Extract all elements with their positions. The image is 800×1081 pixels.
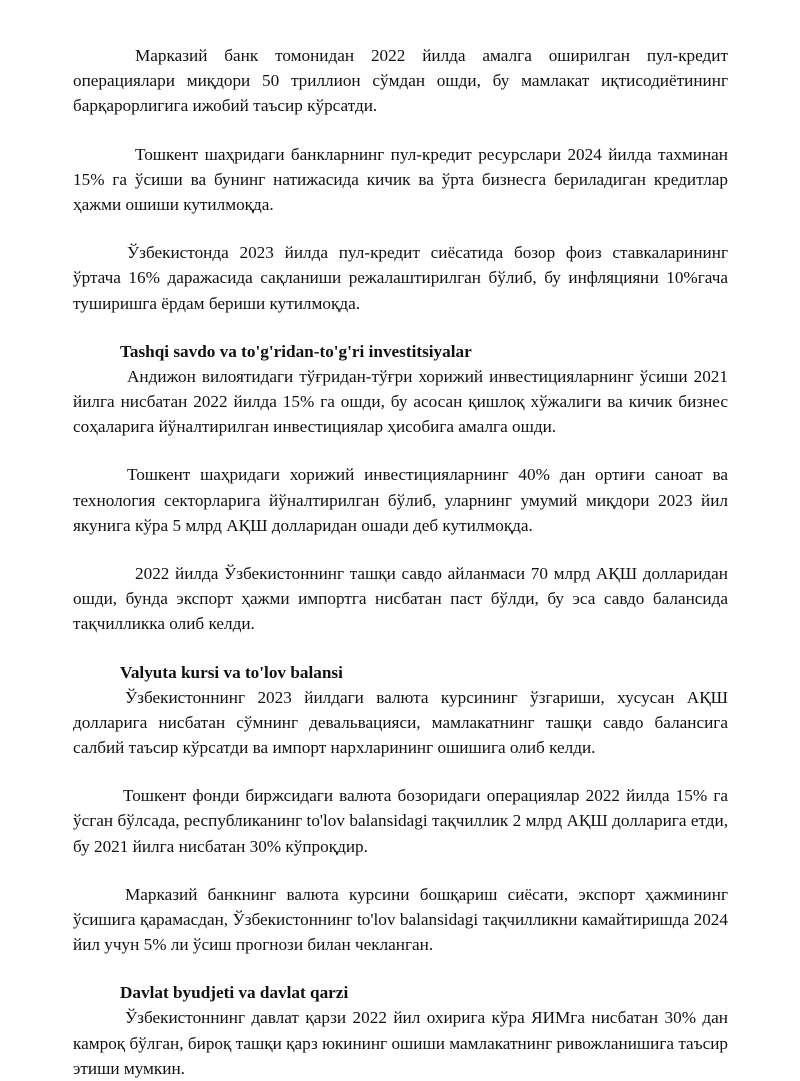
paragraph: Ўзбекистоннинг давлат қарзи 2022 йил охирига кўра ЯИМга нисбатан 30% дан камроқ бўлган, бироқ ташқи қарз юкининг ошиши мамлакатнинг ривожланишига таъсир этиши мумкин. xyxy=(73,1008,728,1078)
paragraph: Ўзбекистоннинг 2023 йилдаги валюта курсининг ўзгариши, хусусан АҚШ долларига нисбатан сўмнинг девальвацияси, мамлакатнинг ташқи савдо балансига салбий таъсир кўрсатди ва импорт нархларининг ошишига олиб келди. xyxy=(73,687,728,758)
section-heading: Davlat byudjeti va davlat qarzi xyxy=(120,983,349,1003)
section-foreign-trade xyxy=(73,339,728,637)
paragraph: Ўзбекистонда 2023 йилда пул-кредит сиёсатида бозор фоиз ставкаларининг ўртача 16% даражасида сақланиши режалаштирилган бўлиб, бу инфляцияни 10%гача туширишга ёрдам бериши кутилмоқда. xyxy=(73,243,728,313)
paragraph: Марказий банкнинг валюта курсини бошқариш сиёсати, экспорт ҳажмининг ўсишига қарамасдан, Ўзбекистоннинг to'lov balansidagi тақчилликни камайтиришда 2024 йил учун 5% ли ўсиш прогнози билан чекланган. xyxy=(73,884,728,955)
document-page xyxy=(73,43,728,1081)
section-state-budget xyxy=(73,980,728,1081)
paragraph: Тошкент шаҳридаги хорижий инвестицияларнинг 40% дан ортиғи саноат ва технология секторларига йўналтирилган бўлиб, уларнинг умумий миқдори 2023 йил якунига кўра 5 млрд АҚШ долларидан ошади деб кутилмоқда. xyxy=(73,465,728,535)
paragraph: Тошкент фонди биржсидаги валюта бозоридаги операциялар 2022 йилда 15% га ўсган бўлсада, республиканинг to'lov balansidagi тақчиллик 2 млрд АҚШ долларига етди, бу 2021 йилга нисбатан 30% кўпроқдир. xyxy=(73,786,728,856)
paragraph: Тошкент шаҳридаги банкларнинг пул-кредит ресурслари 2024 йилда тахминан 15% га ўсиши ва бунинг натижасида кичик ва ўрта бизнесга бериладиган кредитлар ҳажми ошиши кутилмоқда. xyxy=(73,144,728,215)
section-exchange-rate xyxy=(73,660,728,958)
section-heading: Valyuta kursi va to'lov balansi xyxy=(120,662,343,682)
section-heading: Tashqi savdo va to'g'ridan-to'g'ri investitsiyalar xyxy=(120,341,472,361)
paragraph: Марказий банк томонидан 2022 йилда амалга оширилган пул-кредит операциялари миқдори 50 триллион сўмдан ошди, бу мамлакат иқтисодиётининг барқарорлигига ижобий таъсир кўрсатди. xyxy=(73,46,728,116)
intro-section xyxy=(73,43,728,316)
paragraph: Андижон вилоятидаги тўғридан-тўғри хорижий инвестицияларнинг ўсиши 2021 йилга нисбатан 2022 йилда 15% га ошди, бу асосан қишлоқ хўжалиги ва кичик бизнес соҳаларига йўналтирилган инвестициялар ҳисобига амалга ошди. xyxy=(73,366,728,437)
paragraph: 2022 йилда Ўзбекистоннинг ташқи савдо айланмаси 70 млрд АҚШ долларидан ошди, бунда экспорт ҳажми импортга нисбатан паст бўлди, бу эса савдо балансида тақчилликка олиб келди. xyxy=(73,564,728,634)
